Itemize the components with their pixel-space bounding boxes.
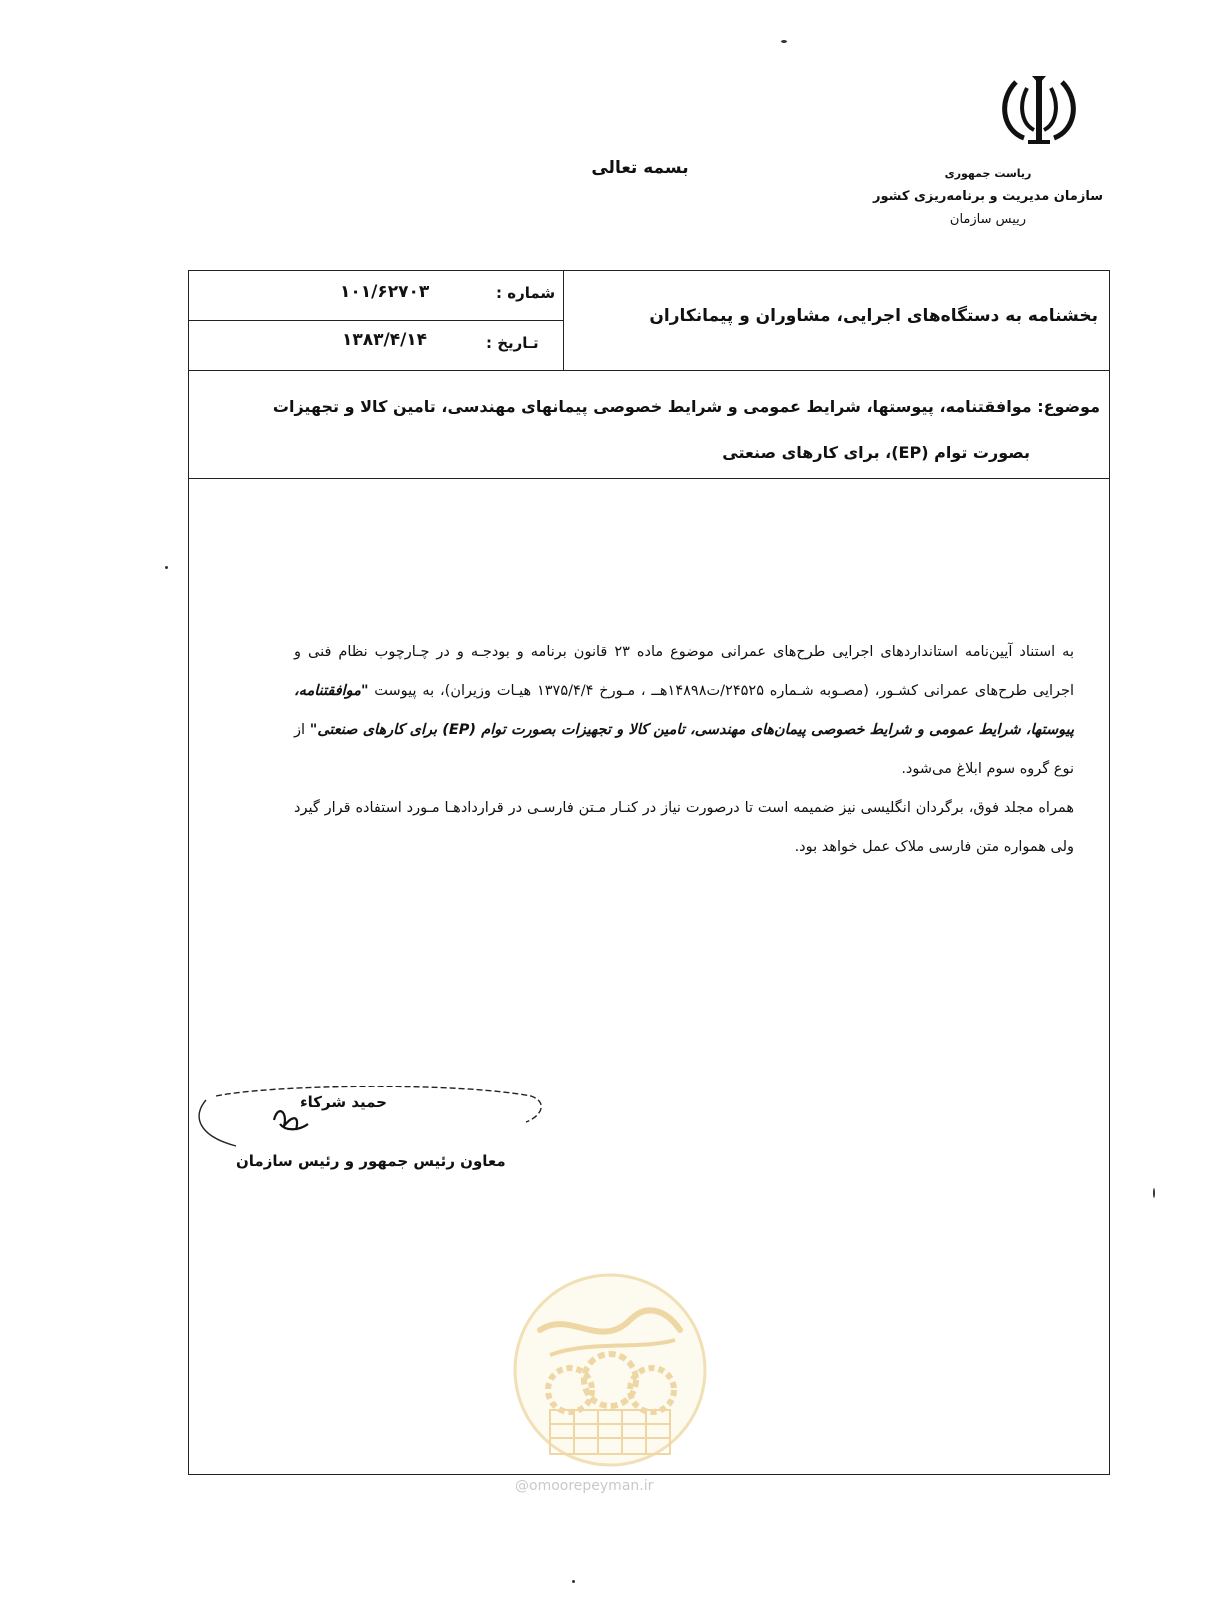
signer-name: حمید شرکاء xyxy=(300,1093,387,1111)
watermark-logo-icon xyxy=(510,1270,710,1470)
iran-emblem-icon xyxy=(994,72,1084,152)
frame-divider xyxy=(188,478,1110,479)
scan-speck xyxy=(781,40,787,43)
body-emphasis: "موافقتنامه، پیوستها، شرایط عمومی و شرایط خصوصی پیمان‌های مهندسی، تامین کالا و تجهیزات بصورت توام (EP) برای کارهای صنعتی" xyxy=(294,683,1075,738)
number-label: شماره : xyxy=(496,284,556,302)
body-text: به استناد آیین‌نامه استانداردهای اجرایی طرح‌های عمرانی موضوع ماده ۲۳ قانون برنامه و بودجـه و در چـارچوب نظام فنی و اجرایی طرح‌های عمرانی کشـور، (مصـوبه شـماره ۲۴۵۲۵/ت۱۴۸۹۸هــ ، مـورخ ۱۳۷۵/۴/۴ هیـات وزیران)، به پیوست xyxy=(294,644,1074,699)
org-line-1: ریاست جمهوری xyxy=(944,167,1032,180)
org-line-2: سازمان مدیریت و برنامه‌ریزی کشور xyxy=(873,189,1103,204)
subject-line-2: بصورت توام (EP)، برای کارهای صنعتی xyxy=(722,443,1030,462)
body-paragraph: همراه مجلد فوق، برگردان انگلیسی نیز ضمیمه است تا درصورت نیاز در کنـار مـتن فارسـی در قراردادهـا مـورد استفاده قرار گیرد ولی همواره متن فارسی ملاک عمل خواهد بود. xyxy=(294,800,1074,855)
scan-speck xyxy=(1153,1188,1155,1198)
subject-line-1: موضوع: موافقتنامه، پیوستها، شرایط عمومی و شرایط خصوصی پیمانهای مهندسی، تامین کالا و تجهیزات xyxy=(272,397,1100,416)
organization-header xyxy=(858,162,1118,231)
frame-divider xyxy=(188,320,563,321)
addressee-line: بخشنامه به دستگاه‌های اجرایی، مشاوران و پیمانکاران xyxy=(649,306,1098,326)
basmala-heading: بسمه تعالی xyxy=(591,158,689,178)
subject-block xyxy=(270,384,1100,476)
watermark-url: @omoorepeyman.ir xyxy=(515,1478,654,1494)
scan-speck xyxy=(165,566,168,569)
body-text: از نوع گروه سوم ابلاغ می‌شود. xyxy=(294,722,1074,777)
scan-speck xyxy=(572,1580,575,1583)
date-label: تـاریخ : xyxy=(486,334,539,352)
org-line-3: رییس سازمان xyxy=(949,212,1027,227)
signer-title: معاون رئیس جمهور و رئیس سازمان xyxy=(236,1152,506,1170)
frame-divider xyxy=(563,270,564,370)
number-value: ۱۰۱/۶۲۷۰۳ xyxy=(340,282,430,302)
date-value: ۱۳۸۳/۴/۱۴ xyxy=(342,330,428,350)
body-paragraph xyxy=(294,633,1074,789)
frame-divider xyxy=(188,370,1110,371)
letter-body xyxy=(294,633,1074,867)
